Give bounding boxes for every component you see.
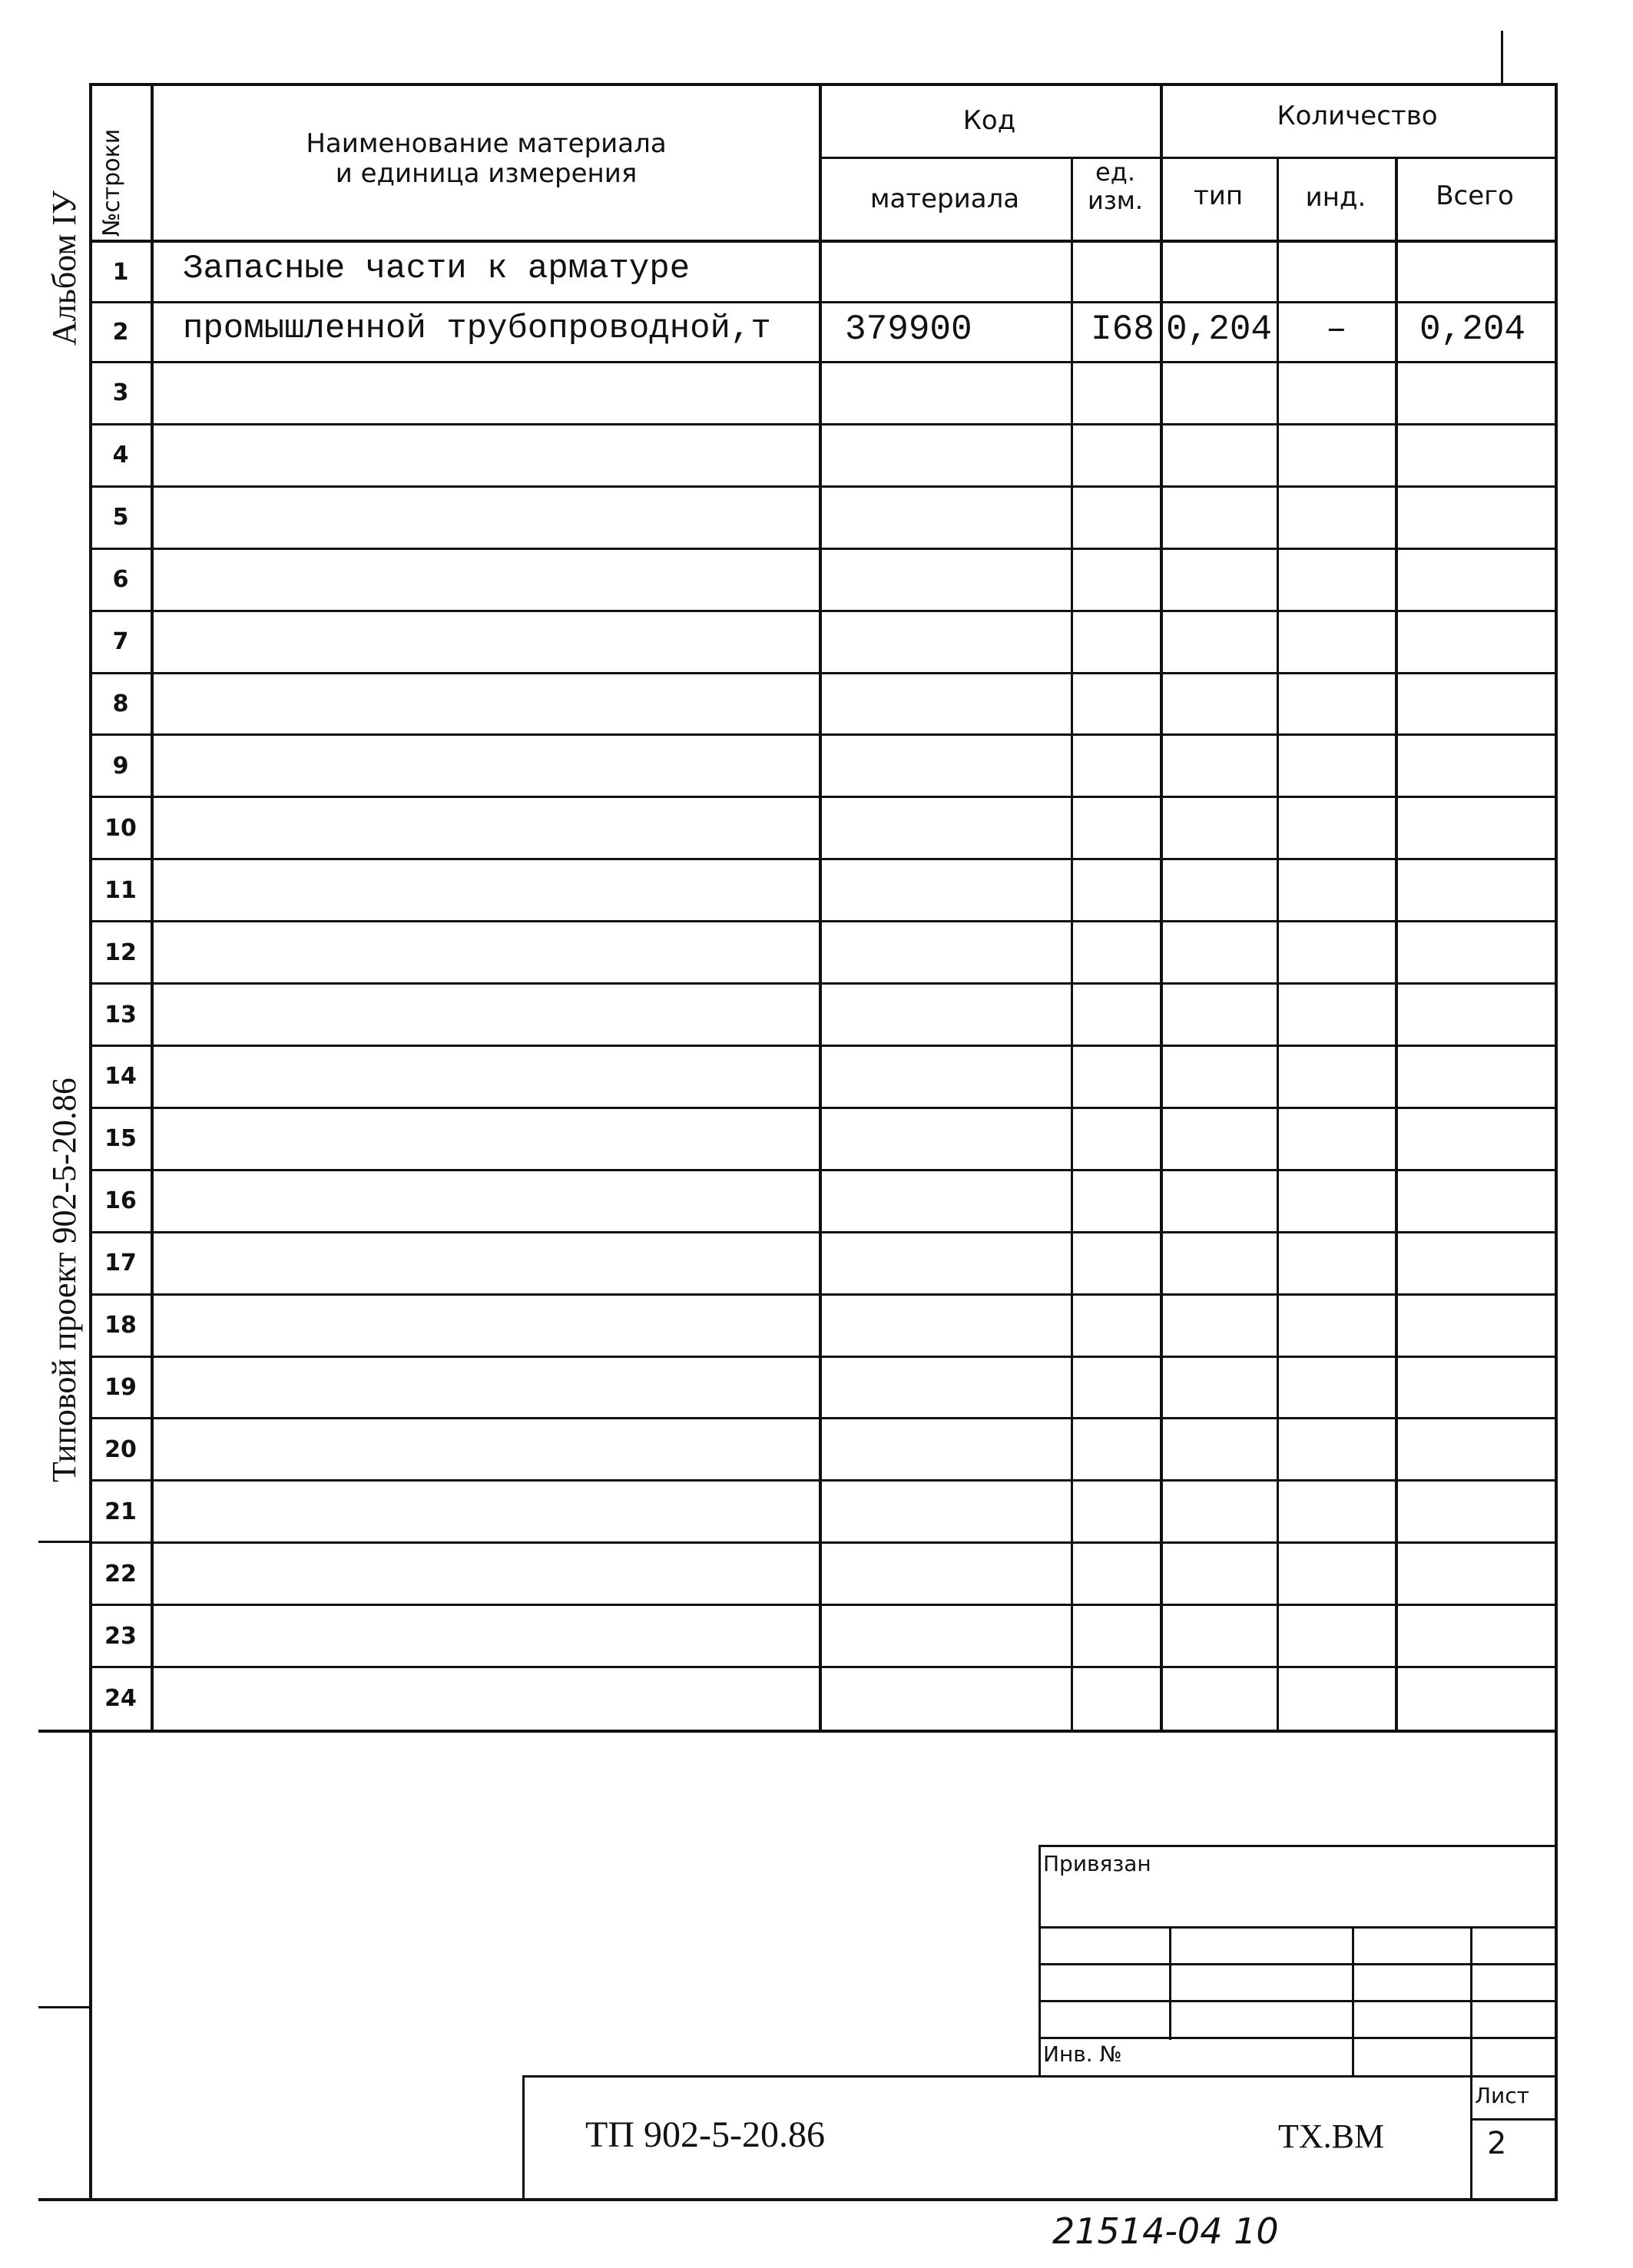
row-number: 14 bbox=[104, 1063, 137, 1091]
side-album-text: Альбом IУ bbox=[45, 190, 83, 346]
handwritten-number: 21514-04 10 bbox=[1052, 2210, 1279, 2252]
header-ind: инд. bbox=[1305, 182, 1366, 213]
cell-ind: – bbox=[1326, 310, 1347, 349]
cell-code: 379900 bbox=[845, 310, 972, 349]
cell-unit: I68 bbox=[1091, 310, 1154, 349]
row-divider bbox=[89, 548, 1558, 550]
sheet-cell-mid bbox=[1470, 2118, 1555, 2121]
sheet-cell-left bbox=[1470, 2075, 1472, 2200]
row-divider bbox=[89, 1604, 1558, 1606]
row-divider bbox=[89, 920, 1558, 922]
row-divider bbox=[89, 982, 1558, 985]
top-right-tick bbox=[1501, 31, 1503, 84]
row-number: 10 bbox=[104, 814, 137, 842]
frame-right-line bbox=[1555, 83, 1558, 2201]
row-number: 17 bbox=[104, 1250, 137, 1277]
row-number: 18 bbox=[104, 1312, 137, 1339]
row-divider bbox=[89, 1479, 1558, 1482]
table-column-line bbox=[1395, 157, 1398, 1731]
row-divider bbox=[89, 858, 1558, 860]
row-number: 19 bbox=[104, 1374, 137, 1401]
row-number: 21 bbox=[104, 1498, 137, 1525]
row-divider bbox=[89, 733, 1558, 736]
stamp-line-c bbox=[1038, 2000, 1555, 2002]
row-number: 7 bbox=[112, 628, 129, 656]
row-number: 6 bbox=[112, 566, 129, 594]
header-total: Всего bbox=[1436, 180, 1514, 211]
header-unit: ед. изм. bbox=[1087, 157, 1144, 215]
row-number: 3 bbox=[112, 379, 129, 407]
row-divider bbox=[89, 672, 1558, 674]
row-divider bbox=[89, 1541, 1558, 1544]
row-divider bbox=[89, 796, 1558, 798]
header-qty-group: Количество bbox=[1277, 101, 1438, 131]
row-number: 2 bbox=[112, 319, 129, 346]
stamp-top-line bbox=[1038, 1845, 1555, 1847]
row-number: 12 bbox=[104, 939, 137, 966]
row-divider bbox=[89, 1045, 1558, 1047]
row-number: 15 bbox=[104, 1125, 137, 1153]
row-number: 4 bbox=[112, 442, 129, 469]
title-block-left bbox=[522, 2075, 525, 2200]
row-number: 1 bbox=[112, 259, 129, 286]
frame-bottom-line bbox=[38, 2198, 1558, 2201]
row-divider bbox=[89, 1169, 1558, 1171]
row-number: 9 bbox=[112, 752, 129, 780]
table-bottom-line bbox=[38, 1730, 1558, 1733]
table-column-line bbox=[151, 83, 154, 1731]
header-sub-line bbox=[819, 157, 1555, 159]
row-divider bbox=[89, 1293, 1558, 1296]
row-divider bbox=[89, 1356, 1558, 1358]
row-number: 5 bbox=[112, 504, 129, 531]
row-divider bbox=[89, 485, 1558, 488]
header-row-no: №строки bbox=[98, 128, 125, 237]
row-divider bbox=[89, 1666, 1558, 1668]
row-number: 11 bbox=[104, 876, 137, 904]
table-column-line bbox=[1277, 157, 1279, 1731]
row-divider bbox=[89, 1231, 1558, 1233]
row-number: 8 bbox=[112, 690, 129, 717]
header-tip: тип bbox=[1193, 180, 1244, 211]
row-number: 16 bbox=[104, 1187, 137, 1215]
header-material: материала bbox=[869, 184, 1020, 214]
table-column-line bbox=[1071, 157, 1073, 1731]
side-project-text: Типовой проект 902-5-20.86 bbox=[45, 1078, 83, 1482]
row-divider bbox=[89, 610, 1558, 612]
stamp-inv-label: Инв. № bbox=[1043, 2041, 1122, 2067]
header-name: Наименование материала и единица измерения bbox=[306, 128, 667, 190]
row-divider bbox=[89, 361, 1558, 363]
cell-tip: 0,204 bbox=[1166, 310, 1273, 349]
side-tick-1 bbox=[38, 1541, 89, 1543]
title-block-top bbox=[522, 2075, 1555, 2078]
row-divider bbox=[89, 301, 1558, 303]
header-bottom-line bbox=[89, 240, 1558, 243]
row-number: 13 bbox=[104, 1001, 137, 1028]
row-divider bbox=[89, 1417, 1558, 1419]
doc-mark: ТХ.ВМ bbox=[1278, 2117, 1385, 2155]
row-number: 20 bbox=[104, 1435, 137, 1463]
table-column-line bbox=[819, 83, 822, 1731]
cell-name: Запасные части к арматуре bbox=[183, 250, 691, 288]
stamp-bound-label: Привязан bbox=[1043, 1851, 1151, 1876]
cell-total: 0,204 bbox=[1419, 310, 1526, 349]
row-number: 24 bbox=[104, 1684, 137, 1712]
cell-name: промышленной трубопроводной,т bbox=[183, 310, 771, 348]
stamp-line-a bbox=[1038, 1926, 1555, 1929]
stamp-line-d bbox=[1038, 2037, 1555, 2039]
side-tick-2 bbox=[38, 2006, 89, 2008]
doc-code: ТП 902-5-20.86 bbox=[585, 2114, 825, 2155]
row-number: 22 bbox=[104, 1560, 137, 1588]
header-code-group: Код bbox=[962, 105, 1016, 136]
row-divider bbox=[89, 423, 1558, 425]
stamp-line-b bbox=[1038, 1963, 1555, 1965]
row-divider bbox=[89, 1107, 1558, 1109]
frame-top-line bbox=[89, 83, 1558, 86]
table-column-line bbox=[1160, 83, 1163, 1731]
stamp-left-line bbox=[1038, 1845, 1041, 2077]
stamp-col-3 bbox=[1470, 1926, 1472, 2077]
stamp-col-2 bbox=[1352, 1926, 1354, 2077]
sheet-number: 2 bbox=[1487, 2126, 1507, 2161]
row-number: 23 bbox=[104, 1622, 137, 1650]
sheet-label: Лист bbox=[1475, 2083, 1529, 2108]
stamp-col-1 bbox=[1169, 1926, 1171, 2040]
